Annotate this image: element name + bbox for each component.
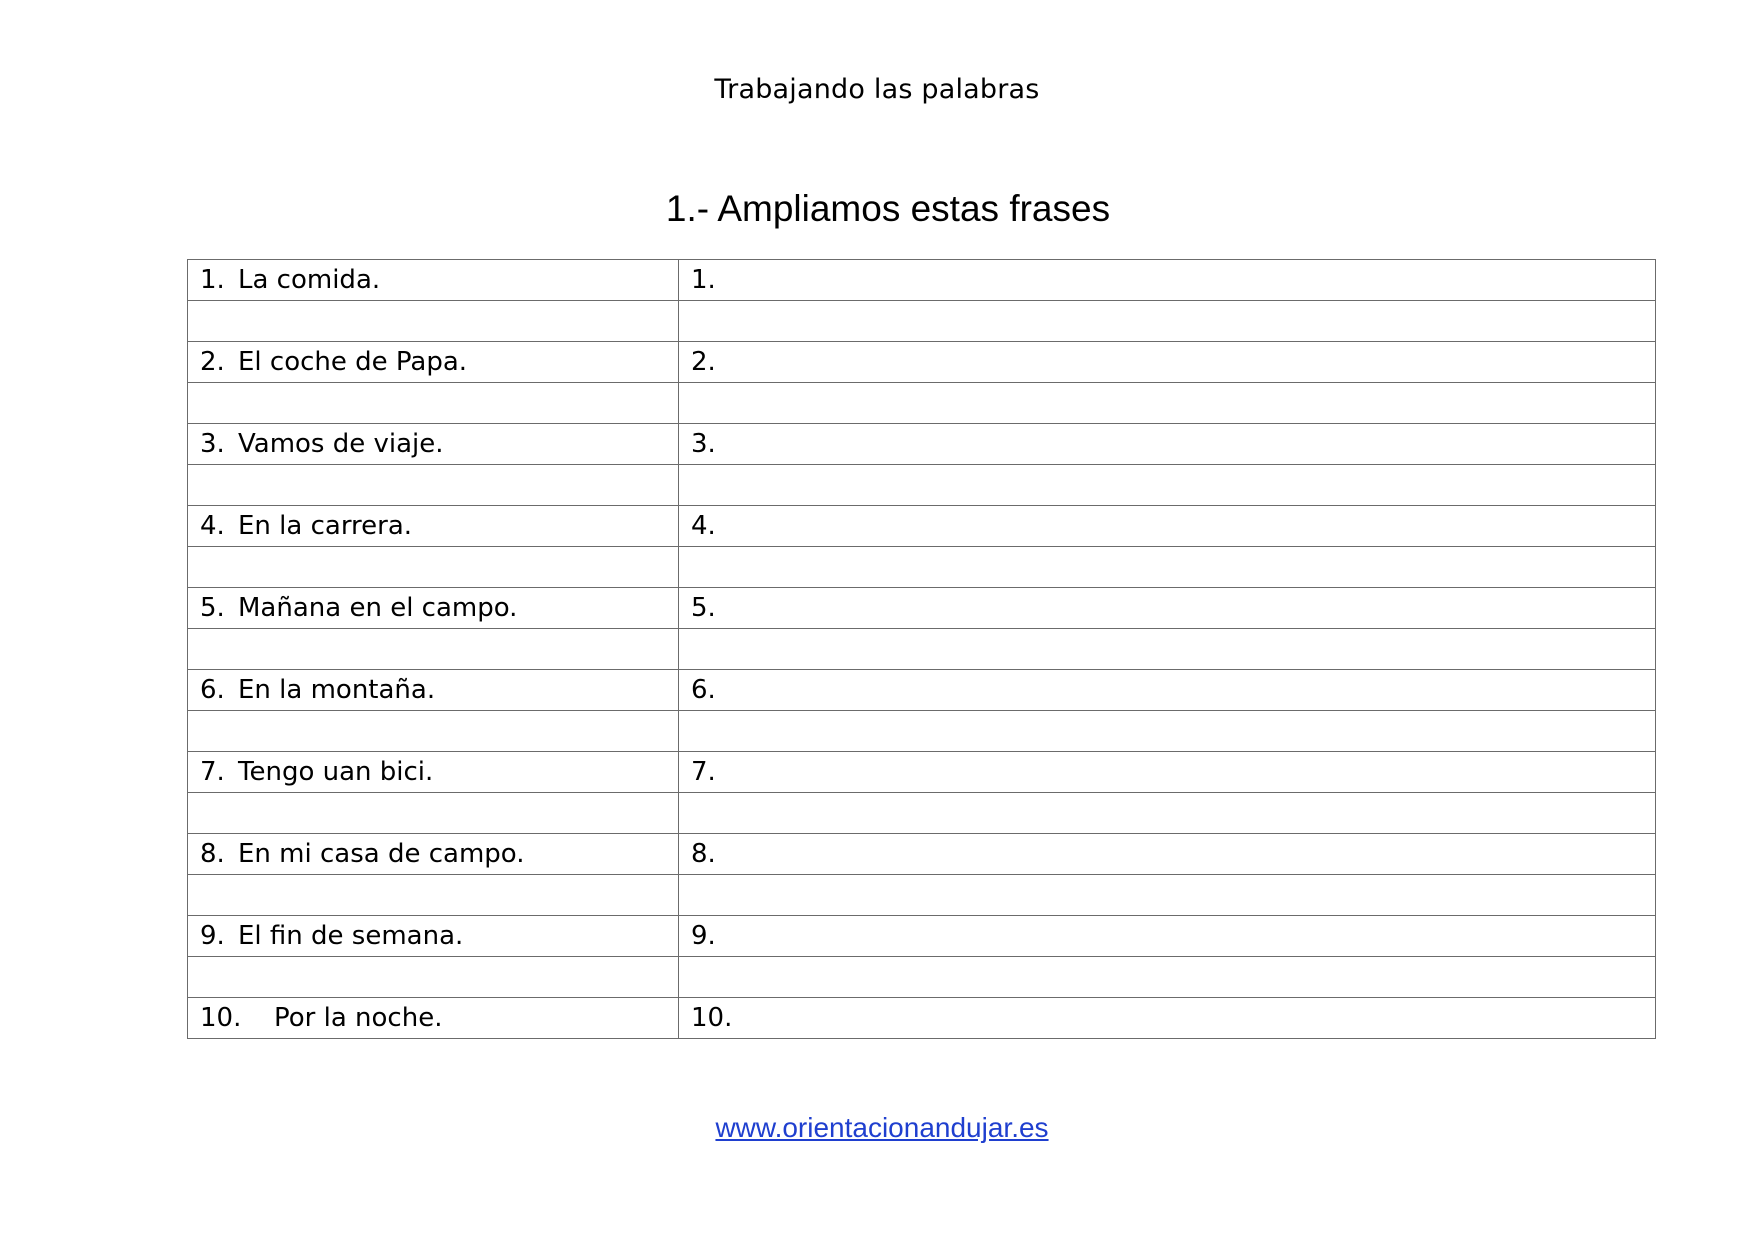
- phrase-number: 2.: [200, 347, 225, 377]
- blank-row: [188, 711, 1656, 752]
- exercise-row: [188, 834, 1656, 875]
- answer-number: 4.: [691, 511, 716, 541]
- phrase-text: El coche de Papa.: [238, 347, 468, 377]
- answer-number: 9.: [691, 921, 716, 951]
- phrase-cell: [188, 506, 679, 547]
- phrase-text: En mi casa de campo.: [238, 839, 525, 869]
- phrase-cell: [188, 424, 679, 465]
- exercise-title: 1.- Ampliamos estas frases: [665, 188, 1111, 229]
- phrase-number: 4.: [200, 511, 225, 541]
- blank-row: [188, 547, 1656, 588]
- phrase-cell: [188, 834, 679, 875]
- phrase-text: Vamos de viaje.: [238, 429, 444, 459]
- exercise-row: [188, 588, 1656, 629]
- answer-number: 2.: [691, 347, 716, 377]
- blank-answer-cell[interactable]: [679, 301, 1656, 342]
- blank-phrase-cell: [188, 301, 679, 342]
- exercise-row: [188, 506, 1656, 547]
- blank-phrase-cell: [188, 711, 679, 752]
- blank-answer-cell[interactable]: [679, 875, 1656, 916]
- blank-answer-cell[interactable]: [679, 383, 1656, 424]
- phrase-text: Tengo uan bici.: [238, 757, 434, 787]
- blank-answer-cell[interactable]: [679, 465, 1656, 506]
- phrase-number: 8.: [200, 839, 225, 869]
- answer-cell[interactable]: [679, 342, 1656, 383]
- phrase-text: El fin de semana.: [238, 921, 464, 951]
- answer-cell[interactable]: [679, 424, 1656, 465]
- phrase-number: 9.: [200, 921, 225, 951]
- phrase-number: 3.: [200, 429, 225, 459]
- exercise-table-body: [188, 260, 1656, 1039]
- phrase-number: 6.: [200, 675, 225, 705]
- phrase-text: Mañana en el campo.: [238, 593, 518, 623]
- blank-row: [188, 465, 1656, 506]
- phrase-number: 5.: [200, 593, 225, 623]
- exercise-row: [188, 342, 1656, 383]
- phrase-cell: [188, 342, 679, 383]
- answer-cell[interactable]: [679, 506, 1656, 547]
- website-link[interactable]: www.orientacionandujar.es: [715, 1112, 1049, 1143]
- blank-answer-cell[interactable]: [679, 629, 1656, 670]
- answer-cell[interactable]: [679, 752, 1656, 793]
- phrase-text: En la carrera.: [238, 511, 413, 541]
- phrase-number: 10.: [200, 1003, 242, 1033]
- exercise-row: [188, 260, 1656, 301]
- blank-row: [188, 301, 1656, 342]
- answer-cell[interactable]: [679, 998, 1656, 1039]
- answer-cell[interactable]: [679, 588, 1656, 629]
- answer-number: 8.: [691, 839, 716, 869]
- exercise-row: [188, 670, 1656, 711]
- answer-number: 3.: [691, 429, 716, 459]
- answer-number: 5.: [691, 593, 716, 623]
- answer-cell[interactable]: [679, 916, 1656, 957]
- phrase-cell: [188, 916, 679, 957]
- answer-cell[interactable]: [679, 260, 1656, 301]
- blank-phrase-cell: [188, 793, 679, 834]
- blank-phrase-cell: [188, 629, 679, 670]
- exercise-table: [187, 259, 1656, 1039]
- phrase-number: 1.: [200, 265, 225, 295]
- answer-number: 7.: [691, 757, 716, 787]
- phrase-cell: [188, 588, 679, 629]
- blank-phrase-cell: [188, 547, 679, 588]
- phrase-number: 7.: [200, 757, 225, 787]
- phrase-text: La comida.: [238, 265, 381, 295]
- blank-row: [188, 957, 1656, 998]
- exercise-row: [188, 916, 1656, 957]
- phrase-text: Por la noche.: [274, 1003, 443, 1033]
- answer-number: 6.: [691, 675, 716, 705]
- exercise-row: [188, 998, 1656, 1039]
- blank-answer-cell[interactable]: [679, 711, 1656, 752]
- exercise-row: [188, 424, 1656, 465]
- blank-answer-cell[interactable]: [679, 957, 1656, 998]
- answer-number: 10.: [691, 1003, 733, 1033]
- blank-phrase-cell: [188, 383, 679, 424]
- answer-number: 1.: [691, 265, 716, 295]
- phrase-cell: [188, 998, 679, 1039]
- phrase-cell: [188, 670, 679, 711]
- page-header-title: Trabajando las palabras: [714, 74, 1040, 105]
- blank-row: [188, 629, 1656, 670]
- blank-answer-cell[interactable]: [679, 793, 1656, 834]
- blank-row: [188, 875, 1656, 916]
- answer-cell[interactable]: [679, 670, 1656, 711]
- blank-row: [188, 793, 1656, 834]
- answer-cell[interactable]: [679, 834, 1656, 875]
- phrase-cell: [188, 752, 679, 793]
- blank-answer-cell[interactable]: [679, 547, 1656, 588]
- exercise-row: [188, 752, 1656, 793]
- phrase-cell: [188, 260, 679, 301]
- blank-phrase-cell: [188, 957, 679, 998]
- blank-row: [188, 383, 1656, 424]
- phrase-text: En la montaña.: [238, 675, 436, 705]
- blank-phrase-cell: [188, 465, 679, 506]
- blank-phrase-cell: [188, 875, 679, 916]
